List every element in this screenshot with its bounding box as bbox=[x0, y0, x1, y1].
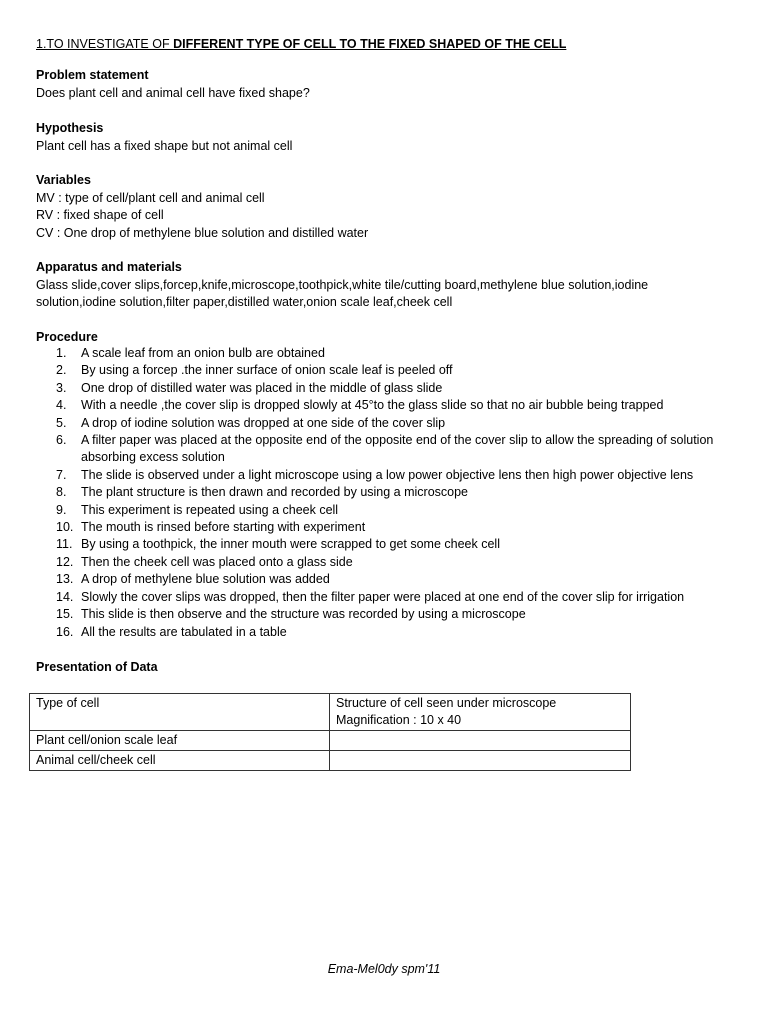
step-text: This slide is then observe and the structure was recorded by using a microscope bbox=[81, 607, 526, 622]
step-text: Then the cheek cell was placed onto a glass side bbox=[81, 554, 353, 569]
cell-structure bbox=[330, 751, 631, 771]
header-structure bbox=[330, 694, 631, 731]
step-text: With a needle ,the cover slip is dropped slowly at 45°to the glass slide so that no air bubble being trapped bbox=[81, 398, 664, 413]
variable-cv: CV : One drop of methylene blue solution and distilled water bbox=[36, 226, 369, 240]
step-number: 9. bbox=[56, 502, 67, 517]
procedure-step bbox=[36, 589, 736, 606]
apparatus-line-2: solution,iodine solution,filter paper,distilled water,onion scale leaf,cheek cell bbox=[36, 295, 453, 309]
cell-type: Animal cell/cheek cell bbox=[30, 751, 330, 771]
variable-rv: RV : fixed shape of cell bbox=[36, 208, 164, 222]
results-table bbox=[29, 693, 631, 771]
procedure-step bbox=[36, 571, 736, 588]
footer-signature: Ema-Mel0dy spm'11 bbox=[327, 962, 441, 976]
step-text: The mouth is rinsed before starting with experiment bbox=[81, 520, 366, 535]
apparatus-heading: Apparatus and materials bbox=[36, 260, 182, 274]
step-number: 5. bbox=[56, 415, 67, 430]
procedure-list bbox=[36, 345, 736, 641]
step-number: 12. bbox=[56, 554, 74, 569]
step-number: 8. bbox=[56, 485, 67, 500]
step-number: 11. bbox=[56, 537, 73, 552]
procedure-step bbox=[36, 536, 736, 553]
step-text: A scale leaf from an onion bulb are obtained bbox=[81, 346, 325, 360]
step-text: By using a toothpick, the inner mouth were scrapped to get some cheek cell bbox=[81, 537, 500, 552]
table-row bbox=[30, 751, 631, 771]
header-type-of-cell: Type of cell bbox=[30, 694, 330, 731]
problem-heading: Problem statement bbox=[36, 68, 149, 82]
apparatus-line-1: Glass slide,cover slips,forcep,knife,microscope,toothpick,white tile/cutting board,methylene blue solution,iodine bbox=[36, 278, 649, 292]
procedure-step bbox=[36, 345, 736, 362]
step-text: By using a forcep .the inner surface of onion scale leaf is peeled off bbox=[81, 363, 453, 378]
header-structure-line-1: Structure of cell seen under microscope bbox=[336, 696, 557, 710]
step-number: 13. bbox=[56, 572, 74, 587]
procedure-step bbox=[36, 624, 736, 641]
variable-mv: MV : type of cell/plant cell and animal cell bbox=[36, 191, 265, 205]
step-number: 14. bbox=[56, 589, 74, 604]
step-number: 15. bbox=[56, 607, 74, 622]
hypothesis-text: Plant cell has a fixed shape but not animal cell bbox=[36, 139, 293, 153]
table-header-row bbox=[30, 694, 631, 731]
presentation-heading: Presentation of Data bbox=[36, 660, 158, 674]
procedure-step bbox=[36, 380, 736, 397]
problem-text: Does plant cell and animal cell have fixed shape? bbox=[36, 86, 310, 100]
cell-type: Plant cell/onion scale leaf bbox=[30, 731, 330, 751]
step-number: 7. bbox=[56, 467, 67, 482]
procedure-step bbox=[36, 554, 736, 571]
procedure-step bbox=[36, 502, 736, 519]
cell-structure bbox=[330, 731, 631, 751]
procedure-step bbox=[36, 519, 736, 536]
step-number: 2. bbox=[56, 363, 67, 378]
procedure-step bbox=[36, 432, 736, 467]
step-text: Slowly the cover slips was dropped, then the filter paper were placed at one end of the cover slip for irrigation bbox=[81, 589, 685, 604]
table-row bbox=[30, 731, 631, 751]
variables-heading: Variables bbox=[36, 173, 91, 187]
step-number: 6. bbox=[56, 433, 67, 448]
procedure-step bbox=[36, 606, 736, 623]
procedure-step bbox=[36, 362, 736, 379]
hypothesis-heading: Hypothesis bbox=[36, 121, 104, 135]
step-text: A drop of methylene blue solution was added bbox=[81, 572, 330, 587]
step-text: A filter paper was placed at the opposite end of the opposite end of the cover slip to allow the spreading of solution bbox=[81, 433, 714, 448]
step-number: 1. bbox=[56, 346, 67, 360]
title-prefix: 1.TO INVESTIGATE OF bbox=[36, 37, 174, 51]
step-text: A drop of iodine solution was dropped at one side of the cover slip bbox=[81, 415, 446, 430]
step-number: 10. bbox=[56, 520, 74, 535]
step-text: The slide is observed under a light microscope using a low power objective lens then high power objective lens bbox=[81, 467, 694, 482]
header-magnification: Magnification : 10 x 40 bbox=[336, 713, 462, 727]
procedure-step bbox=[36, 467, 736, 484]
step-text: One drop of distilled water was placed in the middle of glass slide bbox=[81, 380, 443, 395]
step-text-continued: absorbing excess solution bbox=[81, 450, 225, 465]
step-number: 16. bbox=[56, 624, 74, 639]
procedure-heading: Procedure bbox=[36, 330, 98, 344]
document-title bbox=[36, 36, 566, 53]
step-text: The plant structure is then drawn and recorded by using a microscope bbox=[81, 485, 469, 500]
procedure-step bbox=[36, 397, 736, 414]
step-number: 4. bbox=[56, 398, 67, 413]
step-number: 3. bbox=[56, 380, 67, 395]
title-main: DIFFERENT TYPE OF CELL TO THE FIXED SHAPED OF THE CELL bbox=[173, 37, 567, 51]
procedure-step bbox=[36, 415, 736, 432]
procedure-step bbox=[36, 484, 736, 501]
step-text: This experiment is repeated using a cheek cell bbox=[81, 502, 339, 517]
step-text: All the results are tabulated in a table bbox=[81, 624, 287, 639]
